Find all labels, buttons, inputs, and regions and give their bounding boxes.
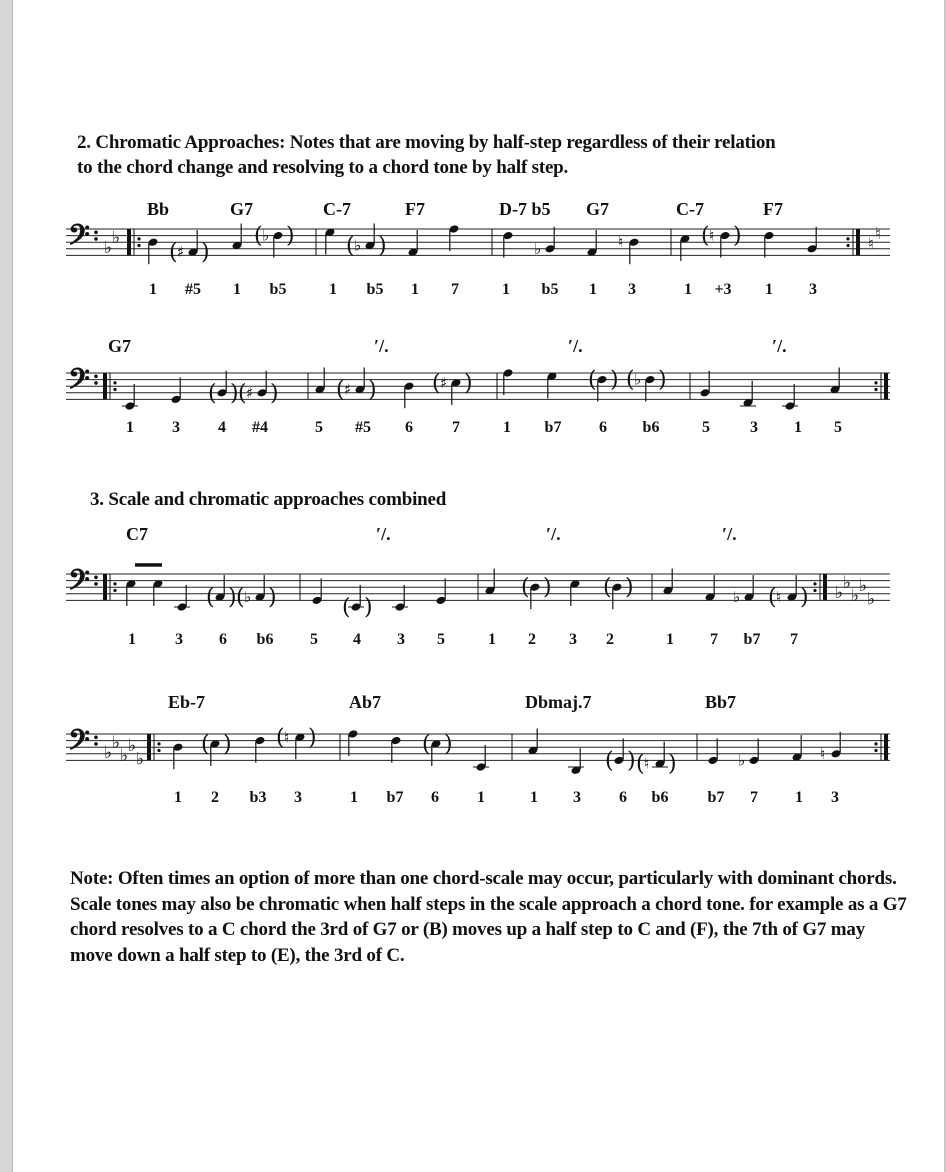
parenthesis-close: )	[444, 731, 453, 757]
scale-degree-label: 1	[128, 631, 136, 648]
accidental-sign: ♯	[177, 243, 185, 262]
parenthesis-close: )	[733, 223, 742, 249]
scale-degree-label: 1	[233, 281, 241, 298]
scale-degree-label: 6	[219, 631, 227, 648]
parenthesis-close: )	[368, 377, 377, 403]
scale-degree-label: 1	[174, 789, 182, 806]
bass-clef-dot	[94, 582, 98, 586]
repeat-dot	[874, 742, 877, 745]
parenthesis-close: )	[228, 585, 237, 611]
scale-degree-label: 6	[599, 419, 607, 436]
key-signature-flat: ♭	[859, 576, 868, 597]
key-signature-flat: ♭	[867, 589, 876, 610]
scale-degree-label: 1	[794, 419, 802, 436]
scale-degree-label: #5	[355, 419, 371, 436]
bass-clef-icon: 𝄢	[68, 724, 90, 765]
scale-degree-label: 5	[702, 419, 710, 436]
key-signature-flat: ♭	[104, 237, 113, 258]
repeat-dot	[813, 582, 816, 585]
scale-degree-label: 3	[750, 419, 758, 436]
chord-symbol: Bb	[147, 199, 170, 219]
accidental-sign: ♭	[262, 226, 270, 245]
chord-symbol: F7	[763, 199, 783, 219]
scale-degree-label: 7	[710, 631, 718, 648]
repeat-dot	[113, 589, 116, 592]
parenthesis-close: )	[364, 595, 373, 620]
repeat-thick-bar	[103, 574, 107, 600]
key-signature-flat: ♭	[128, 736, 137, 757]
accidental-sign: ♮	[776, 588, 782, 607]
repeat-dot	[813, 589, 816, 592]
scale-degree-label: 3	[573, 789, 581, 806]
key-signature-flat: ♭	[851, 586, 860, 607]
scale-degree-label: 1	[149, 281, 157, 298]
note-beam	[135, 563, 162, 567]
scale-degree-label: 3	[294, 789, 302, 806]
note-line-1: Note: Often times an option of more than one chord-scale may occur, particularly with dominant chords.	[70, 868, 897, 889]
scale-degree-label: #5	[185, 281, 201, 298]
repeat-dot	[113, 582, 116, 585]
scale-degree-label: 3	[175, 631, 183, 648]
key-signature-flat: ♭	[112, 732, 121, 753]
chord-symbol: D-7 b5	[499, 199, 551, 219]
chord-symbol: G7	[586, 199, 610, 219]
scale-degree-label: 3	[569, 631, 577, 648]
scale-degree-label: 5	[834, 419, 842, 436]
repeat-dot	[137, 244, 140, 247]
key-signature-flat: ♭	[120, 746, 129, 767]
scale-degree-label: 1	[350, 789, 358, 806]
scale-degree-label: 4	[218, 419, 226, 436]
parenthesis-open: (	[605, 748, 614, 774]
scale-degree-label: 5	[437, 631, 445, 648]
scale-degree-label: b3	[249, 789, 267, 806]
scale-degree-label: b5	[366, 281, 384, 298]
parenthesis-open: (	[201, 731, 210, 757]
accidental-sign: ♭	[534, 239, 542, 258]
repeat-thick-bar	[823, 574, 827, 600]
repeat-thick-bar	[884, 734, 888, 760]
repeat-dot	[874, 381, 877, 384]
scale-degree-label: 7	[750, 789, 758, 806]
parenthesis-close: )	[378, 233, 387, 259]
note-paragraph	[70, 866, 910, 968]
scale-degree-label: 3	[809, 281, 817, 298]
scale-degree-label: 3	[628, 281, 636, 298]
bass-clef-dot	[94, 576, 98, 580]
scale-degree-label: b7	[544, 419, 562, 436]
parenthesis-open: (	[603, 575, 612, 601]
parenthesis-close: )	[464, 370, 473, 396]
scale-degree-label: 1	[530, 789, 538, 806]
scale-degree-label: 7	[452, 419, 460, 436]
accidental-sign: ♯	[344, 380, 352, 399]
section3-heading: 3. Scale and chromatic approaches combined	[90, 489, 447, 510]
repeat-dot	[874, 749, 877, 752]
scale-degree-label: 1	[488, 631, 496, 648]
parenthesis-open: (	[422, 731, 431, 757]
scale-degree-label: 1	[684, 281, 692, 298]
repeat-dot	[113, 381, 116, 384]
chord-symbol: F7	[405, 199, 425, 219]
parenthesis-close: )	[223, 731, 232, 757]
key-natural-sign: ♮	[875, 223, 881, 243]
parenthesis-open: (	[626, 367, 635, 393]
scale-degree-label: 2	[211, 789, 219, 806]
bass-clef-dot	[94, 237, 98, 241]
accidental-sign: ♭	[634, 370, 642, 389]
parenthesis-close: )	[668, 751, 677, 777]
parenthesis-open: (	[336, 377, 345, 403]
scale-degree-label: 1	[502, 281, 510, 298]
repeat-dot	[157, 742, 160, 745]
section2-heading-line1: 2. Chromatic Approaches: Notes that are moving by half-step regardless of their relation	[77, 132, 776, 153]
repeat-dot	[137, 237, 140, 240]
scale-degree-label: 6	[431, 789, 439, 806]
scale-degree-label: 1	[666, 631, 674, 648]
repeat-thick-bar	[147, 734, 151, 760]
measure-repeat-sign: ′/.	[546, 524, 561, 544]
measure-repeat-sign: ′/.	[568, 336, 583, 356]
scale-degree-label: b6	[651, 789, 669, 806]
scale-degree-label: b7	[707, 789, 725, 806]
scale-degree-label: 7	[790, 631, 798, 648]
repeat-dot	[846, 237, 849, 240]
bass-clef-dot	[94, 231, 98, 235]
repeat-thick-bar	[103, 373, 107, 399]
key-signature-flat: ♭	[112, 227, 121, 248]
chord-symbol: Bb7	[705, 692, 737, 712]
chord-symbol: C-7	[323, 199, 351, 219]
scale-degree-label: 5	[315, 419, 323, 436]
key-signature-flat: ♭	[104, 742, 113, 763]
parenthesis-close: )	[625, 575, 634, 601]
bass-clef-icon: 𝄢	[68, 219, 90, 260]
parenthesis-close: )	[270, 380, 279, 406]
scale-degree-label: 7	[451, 281, 459, 298]
key-natural-sign: ♮	[868, 233, 874, 253]
accidental-sign: ♯	[440, 373, 448, 392]
chord-symbol: Eb-7	[168, 692, 206, 712]
chord-symbol: Dbmaj.7	[525, 692, 592, 712]
repeat-thick-bar	[884, 373, 888, 399]
accidental-sign: ♭	[244, 588, 252, 607]
parenthesis-open: (	[432, 370, 441, 396]
key-signature-flat: ♭	[136, 749, 145, 770]
key-signature-flat: ♭	[843, 572, 852, 593]
parenthesis-open: (	[521, 575, 530, 601]
note-line-2: Scale tones may also be chromatic when half steps in the scale approach a chord tone. for example as a G7 chord resolves to a C chord the 3rd of G7 or (B) moves up a half step to C and (F), the 7th of G7 may move down a half step to (E), the 3rd of C.	[70, 893, 907, 966]
bass-clef-icon: 𝄢	[68, 564, 90, 605]
scale-degree-label: 1	[503, 419, 511, 436]
measure-repeat-sign: ′/.	[722, 524, 737, 544]
bass-clef-dot	[94, 742, 98, 746]
parenthesis-open: (	[342, 595, 351, 620]
chord-symbol: Ab7	[349, 692, 382, 712]
accidental-sign: ♮	[644, 754, 650, 773]
parenthesis-close: )	[201, 240, 210, 266]
repeat-dot	[157, 749, 160, 752]
measure-repeat-sign: ′/.	[376, 524, 391, 544]
scale-degree-label: b6	[256, 631, 274, 648]
key-signature-flat: ♭	[835, 582, 844, 603]
bass-clef-dot	[94, 375, 98, 379]
measure-repeat-sign: ′/.	[772, 336, 787, 356]
repeat-dot	[874, 388, 877, 391]
scale-degree-label: b6	[642, 419, 660, 436]
accidental-sign: ♭	[733, 588, 741, 607]
scale-degree-label: 1	[589, 281, 597, 298]
bass-clef-dot	[94, 736, 98, 740]
repeat-thick-bar	[856, 229, 860, 255]
scale-degree-label: 6	[619, 789, 627, 806]
parenthesis-open: (	[701, 223, 710, 249]
scale-degree-label: #4	[252, 419, 268, 436]
chord-symbol: G7	[230, 199, 254, 219]
accidental-sign: ♭	[354, 236, 362, 255]
parenthesis-close: )	[230, 380, 239, 406]
parenthesis-close: )	[627, 748, 636, 774]
measure-repeat-sign: ′/.	[374, 336, 389, 356]
repeat-dot	[113, 388, 116, 391]
parenthesis-close: )	[543, 575, 552, 601]
scale-degree-label: 3	[397, 631, 405, 648]
scale-degree-label: 5	[310, 631, 318, 648]
parenthesis-open: (	[206, 585, 215, 611]
scale-degree-label: 1	[477, 789, 485, 806]
parenthesis-close: )	[658, 367, 667, 393]
parenthesis-open: (	[254, 223, 263, 249]
scale-degree-label: 1	[765, 281, 773, 298]
parenthesis-open: (	[238, 380, 247, 406]
scale-degree-label: 3	[831, 789, 839, 806]
scale-degree-label: 4	[353, 631, 361, 648]
chord-symbol: G7	[108, 336, 132, 356]
parenthesis-open: (	[236, 585, 245, 611]
scale-degree-label: 6	[405, 419, 413, 436]
parenthesis-close: )	[800, 585, 809, 611]
parenthesis-open: (	[169, 240, 178, 266]
parenthesis-open: (	[636, 751, 645, 777]
scale-degree-label: b7	[743, 631, 761, 648]
parenthesis-close: )	[308, 725, 317, 751]
accidental-sign: ♮	[709, 226, 715, 245]
bass-clef-icon: 𝄢	[68, 363, 90, 404]
parenthesis-open: (	[208, 380, 217, 406]
accidental-sign: ♭	[738, 751, 746, 770]
parenthesis-open: (	[276, 725, 285, 751]
section2-heading-line2: to the chord change and resolving to a chord tone by half step.	[77, 157, 569, 178]
repeat-dot	[846, 244, 849, 247]
scale-degree-label: b5	[541, 281, 559, 298]
chord-symbol: C-7	[676, 199, 704, 219]
scale-degree-label: b7	[386, 789, 404, 806]
scale-degree-label: +3	[714, 281, 732, 298]
parenthesis-open: (	[346, 233, 355, 259]
accidental-sign: ♮	[618, 233, 624, 252]
scale-degree-label: 1	[126, 419, 134, 436]
bass-clef-dot	[94, 381, 98, 385]
accidental-sign: ♯	[246, 383, 254, 402]
parenthesis-close: )	[610, 367, 619, 393]
parenthesis-open: (	[588, 367, 597, 393]
scale-degree-label: 3	[172, 419, 180, 436]
repeat-thick-bar	[127, 229, 131, 255]
parenthesis-close: )	[268, 585, 277, 611]
scale-degree-label: 1	[329, 281, 337, 298]
parenthesis-open: (	[768, 585, 777, 611]
parenthesis-close: )	[286, 223, 295, 249]
scale-degree-label: 2	[528, 631, 536, 648]
scale-degree-label: b5	[269, 281, 287, 298]
accidental-sign: ♮	[820, 744, 826, 763]
chord-symbol: C7	[126, 524, 148, 544]
scale-degree-label: 2	[606, 631, 614, 648]
accidental-sign: ♮	[284, 728, 290, 747]
scale-degree-label: 1	[795, 789, 803, 806]
scale-degree-label: 1	[411, 281, 419, 298]
